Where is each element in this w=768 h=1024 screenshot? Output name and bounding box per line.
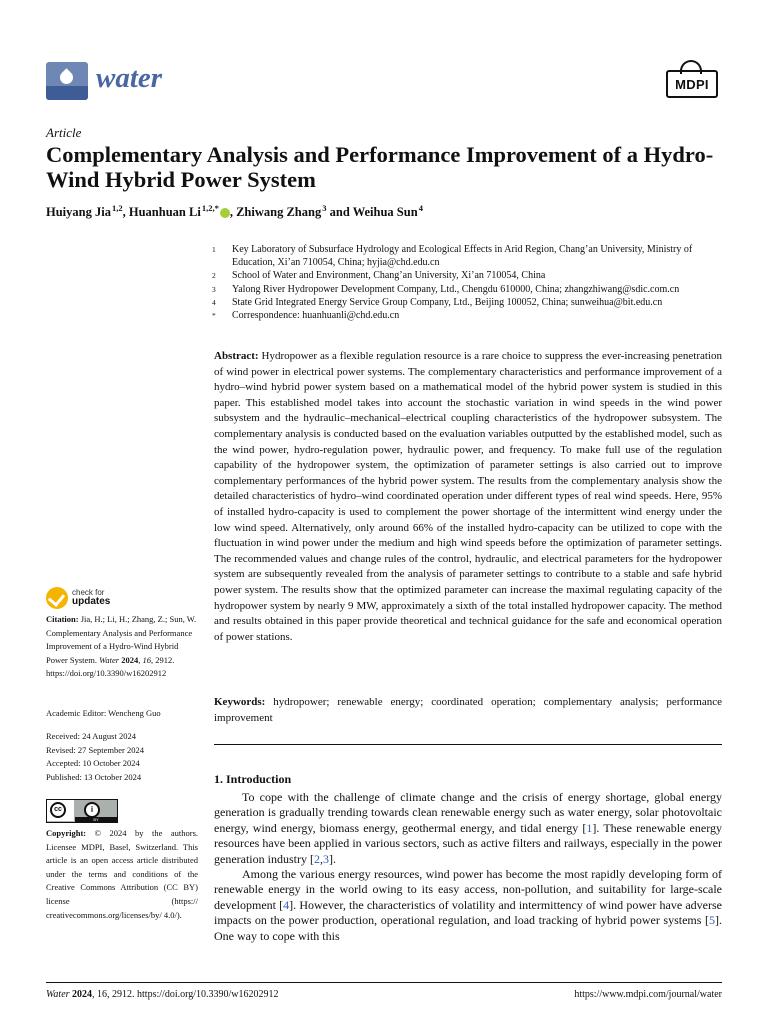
citation-label: Citation: bbox=[46, 614, 79, 624]
footer-divider bbox=[46, 982, 722, 983]
revised-date: Revised: 27 September 2024 bbox=[46, 744, 144, 755]
abstract bbox=[214, 349, 722, 645]
attribution-icon: i bbox=[84, 802, 100, 818]
affiliation-item: 1 Key Laboratory of Subsurface Hydrology and Ecological Effects in Arid Region, Chang’an University, Ministry of Education, Xi’an 710054, China; hyjia@chd.edu.cn bbox=[212, 244, 693, 269]
affiliation-item: 2 School of Water and Environment, Chang’an University, Xi’an 710054, China bbox=[212, 270, 546, 282]
citation-link[interactable]: 1 bbox=[586, 820, 593, 835]
received-date: Received: 24 August 2024 bbox=[46, 731, 136, 741]
dates-block bbox=[46, 730, 198, 784]
abstract-text: Hydropower as a flexible regulation resource is a rare choice to suppress the ever-increasing penetration of wind power in electrical power systems. The complementary characteristics and performance improvement of a hydro–wind hybrid power system based on a mathematical model of the hybrid power system is studied in this paper. This established model takes into account the stochastic variation in wind speeds in the wind power subsystem and the hydraulic–mechanical–electrical coupling characteristics of the hydropower subsystem. The complementary analysis is conducted based on the evaluation variables outputted by the established model, such as the wind power, hydro-regulation power, hydraulic power, and frequency. To make full use of the regulation capability of the hydropower system, the optimization of parameter settings is also carried out to improve complementary performances of the hybrid power system. The results from the complementary analysis show the detailed characteristics of hydro–wind coordinated operation under different types of real wind speeds. Here, 95% of installed hydro-capacity is used to complement the power shortage of the intermittent wind energy under the low wind speed. Alternatively, only around 66% of the installed hydro-capacity can be utilized to cope with the fluctuation in wind power under the medium and high wind speeds before the optimization of parameter settings. The recommended values and change rules of the control, hydraulic, and electrical parameters for the hydropower system are subsequently revealed from the analysis of parameter settings to contribute to a stable and safe hybrid power system. The results show that the optimized parameter can increase the maximal regulating capacity of the hydropower system by nearly 9 MW, approximately a sixth of the total installed hydropower capacity. The method and results obtained in this paper provide theoretical and technical guidance for the safe and economical operation of power stations. bbox=[214, 350, 722, 643]
doi-link[interactable]: , 2912. https://doi.org/10.3390/w16202912 bbox=[46, 654, 175, 679]
introduction-body bbox=[214, 790, 722, 944]
journal-logo-icon bbox=[46, 62, 88, 100]
citation-link[interactable]: 4 bbox=[283, 897, 290, 912]
published-date: Published: 13 October 2024 bbox=[46, 771, 142, 782]
copyright-label: Copyright: bbox=[46, 828, 87, 838]
citation-link[interactable]: 3 bbox=[322, 851, 329, 866]
check-icon bbox=[46, 587, 68, 609]
paper-title: Complementary Analysis and Performance Improvement of a Hydro-Wind Hybrid Power System bbox=[46, 142, 714, 192]
check-for-updates-badge[interactable]: check for updates bbox=[46, 587, 166, 613]
citation-link[interactable]: 5 bbox=[709, 913, 715, 928]
keywords-label: Keywords: bbox=[214, 696, 266, 708]
paragraph: Among the various energy resources, wind power has become the most rapidly developing form of renewable energy in the world owing to its easy access, non-pollution, and suitability for large-scale development [4]. However, the characteristics of volatility and intermittency of wind power have adverse impacts on the power production, operational regulation, and load tracking of hybrid power systems [5]. One way to cope with this bbox=[214, 867, 722, 943]
author-name[interactable]: Huanhuan Li bbox=[128, 205, 201, 220]
author-name[interactable]: Huiyang Jia bbox=[46, 205, 111, 220]
abstract-label: Abstract: bbox=[214, 350, 259, 362]
copyright-block: Copyright: © 2024 by the authors. Licensee MDPI, Basel, Switzerland. This article is an open access article distributed under the terms and conditions of the Creative Commons Attribution (CC BY) license (https:// creativecommons.org/licenses/by/ 4.0/). bbox=[46, 828, 199, 920]
logo-wave bbox=[46, 86, 88, 100]
affiliations bbox=[212, 243, 722, 322]
accepted-date: Accepted: 10 October 2024 bbox=[46, 758, 140, 769]
journal-name: water bbox=[96, 62, 163, 94]
section-title: 1. Introduction bbox=[214, 772, 292, 786]
citation-link[interactable]: 2 bbox=[313, 851, 320, 866]
academic-editor: Academic Editor: Wencheng Guo bbox=[46, 708, 161, 718]
affiliation-item: 3 Yalong River Hydropower Development Company, Ltd., Chengdu 610000, China; zhangzhiwang@sdic.com.cn bbox=[212, 283, 680, 295]
cc-icon: cc bbox=[50, 802, 66, 818]
author-name[interactable]: Zhiwang Zhang bbox=[236, 205, 322, 220]
keywords bbox=[214, 695, 722, 726]
article-type: Article bbox=[46, 125, 82, 140]
journal-url-link[interactable]: https://www.mdpi.com/journal/water bbox=[574, 989, 722, 1000]
keywords-text: hydropower; renewable energy; coordinated operation; complementary analysis; performance improvement bbox=[214, 696, 722, 724]
author-list: Huiyang Jia $^{1,2}$, Huanhuan Li $^{1,2,*}$ , Zhiwang Zhang $^3$ and Weihua Sun $^4$ bbox=[46, 203, 423, 220]
citation-block: Citation: Jia, H.; Li, H.; Zhang, Z.; Sun, W. Complementary Analysis and Performance Improvement of a Hydro-Wind Hybrid Power System. Water 2024, 16, 2912. https://doi.org/10.3390/w16202912 bbox=[46, 614, 197, 679]
water-drop-icon bbox=[57, 68, 75, 86]
author-name[interactable]: Weihua Sun bbox=[352, 205, 418, 220]
correspondence: * Correspondence: huanhuanli@chd.edu.cn bbox=[212, 310, 400, 322]
footer-citation: Water 2024, 16, 2912. https://doi.org/10.3390/w16202912 bbox=[46, 989, 279, 1000]
cc-by-license-icon[interactable]: cc i BY bbox=[46, 799, 118, 823]
paragraph: To cope with the challenge of climate change and the crisis of energy shortage, global energy generation is gradually trending towards clean renewable energy such as water energy, solar photovoltaic energy, wind energy, biomass energy, geothermal energy, and tidal energy [1]. These renewable energy resources have been applied in various sectors, such as active filters and railways, especially in the power generation industry [2,3]. bbox=[214, 790, 722, 866]
mdpi-logo: MDPI bbox=[666, 70, 718, 98]
orcid-icon[interactable] bbox=[220, 208, 230, 218]
affiliation-item: 4 State Grid Integrated Energy Service Group Company, Ltd., Beijing 100052, China; sunweihua@bit.edu.cn bbox=[212, 296, 663, 308]
section-divider bbox=[214, 744, 722, 745]
